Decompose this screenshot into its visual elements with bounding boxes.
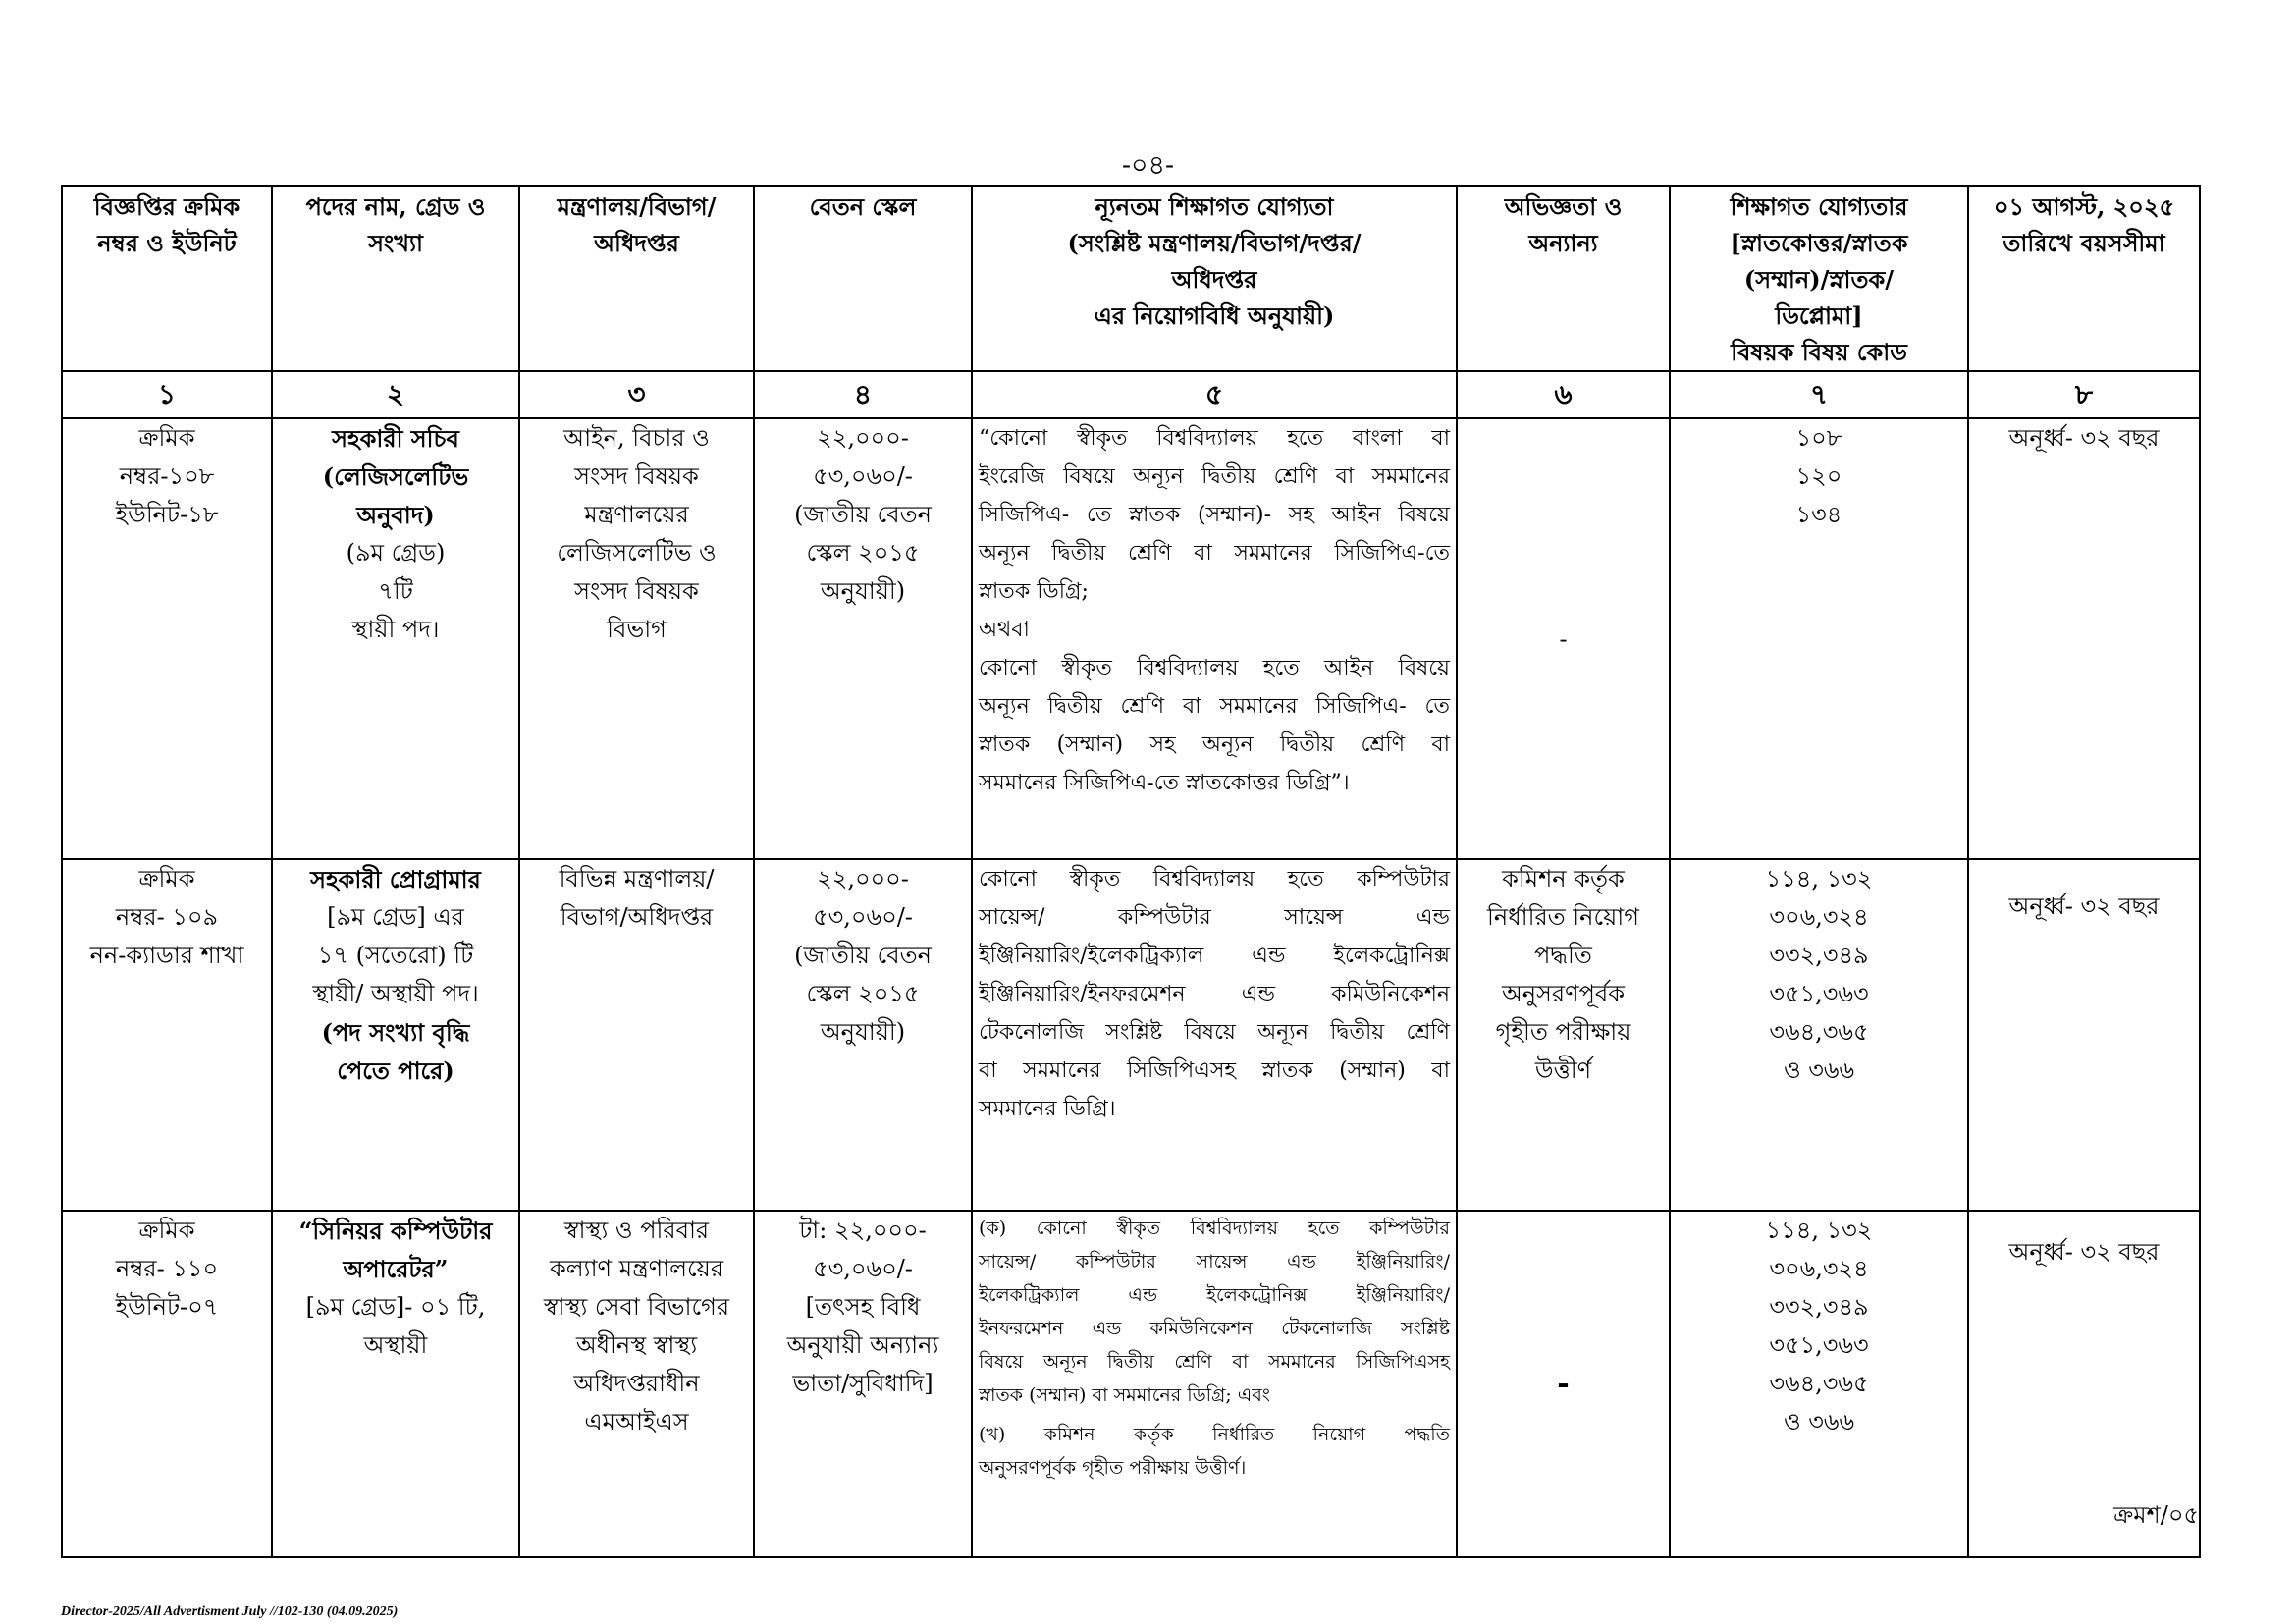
header-age-limit: ০১ আগস্ট, ২০২৫ তারিখে বয়সসীমা [1968,186,2200,371]
table-row [62,1211,2200,1557]
footer-reference: Director-2025/All Advertisment July //102-130 (04.09.2025) [61,1604,399,1619]
column-number: ৪ [754,371,972,418]
column-number: ৭ [1670,371,1968,418]
column-number: ৩ [519,371,754,418]
ministry-cell: আইন, বিচার ও সংসদ বিষয়ক মন্ত্রণালয়ের লেজিসলেটিভ ও সংসদ বিষয়ক বিভাগ [519,418,754,859]
header-post: পদের নাম, গ্রেড ও সংখ্যা [272,186,519,371]
post-cell: সহকারী প্রোগ্রামার [৯ম গ্রেড] এর ১৭ (সতেরো) টি স্থায়ী/ অস্থায়ী পদ। (পদ সংখ্যা বৃদ্ধি পেতে পারে) [272,859,519,1211]
header-subject-code: শিক্ষাগত যোগ্যতার [স্নাতকোত্তর/স্নাতক (সম্মান)/স্নাতক/ ডিপ্লোমা] বিষয়ক বিষয় কোড [1670,186,1968,371]
header-serial: বিজ্ঞপ্তির ক্রমিক নম্বর ও ইউনিট [62,186,272,371]
continued-label: ক্রমশ/০৫ [2113,1501,2199,1529]
pay-scale-cell: টা: ২২,০০০- ৫৩,০৬০/- [তৎসহ বিধি অনুযায়ী অন্যান্য ভাতা/সুবিধাদি] [754,1211,972,1557]
subject-code-cell: ১০৮ ১২০ ১৩৪ [1670,418,1968,859]
header-row [62,186,2200,371]
column-number-row [62,371,2200,418]
column-number: ১ [62,371,272,418]
age-limit-cell: অনূর্ধ্ব- ৩২ বছর [1968,418,2200,859]
serial-cell: ক্রমিক নম্বর- ১১০ ইউনিট-০৭ [62,1211,272,1557]
experience-cell: কমিশন কর্তৃক নির্ধারিত নিয়োগ পদ্ধতি অনুসরণপূর্বক গৃহীত পরীক্ষায় উত্তীর্ণ [1457,859,1670,1211]
experience-cell: - [1457,1211,1670,1557]
post-cell: সহকারী সচিব (লেজিসলেটিভ অনুবাদ) (৯ম গ্রেড) ৭টি স্থায়ী পদ। [272,418,519,859]
ministry-cell: স্বাস্থ্য ও পরিবার কল্যাণ মন্ত্রণালয়ের স্বাস্থ্য সেবা বিভাগের অধীনস্থ স্বাস্থ্য অধিদপ্তরাধীন এমআইএস [519,1211,754,1557]
page-number: -০৪- [1121,150,1175,181]
table-row [62,859,2200,1211]
ministry-cell: বিভিন্ন মন্ত্রণালয়/ বিভাগ/অধিদপ্তর [519,859,754,1211]
column-number: ৮ [1968,371,2200,418]
serial-cell: ক্রমিক নম্বর-১০৮ ইউনিট-১৮ [62,418,272,859]
serial-cell: ক্রমিক নম্বর- ১০৯ নন-ক্যাডার শাখা [62,859,272,1211]
qualification-cell: (ক) কোনো স্বীকৃত বিশ্ববিদ্যালয় হতে কম্পিউটার সায়েন্স/ কম্পিউটার সায়েন্স এন্ড ইঞ্জিনিয়ারিং/ ইলেকট্রিক্যাল এন্ড ইলেকট্রোনিক্স ইঞ্জিনিয়ারিং/ ইনফরমেশন এন্ড কমিউনিকেশন টেকনোলজি সংশ্লিষ্ট বিষয়ে অন্যূন দ্বিতীয় শ্রেণি বা সমমানের সিজিপিএসহ স্নাতক (সম্মান) বা সমমানের ডিগ্রি; এবং (খ) কমিশন কর্তৃক নির্ধারিত নিয়োগ পদ্ধতি অনুসরণপূর্বক গৃহীত পরীক্ষায় উত্তীর্ণ। [972,1211,1457,1557]
header-qualification: ন্যূনতম শিক্ষাগত যোগ্যতা (সংশ্লিষ্ট মন্ত্রণালয়/বিভাগ/দপ্তর/ অধিদপ্তর এর নিয়োগবিধি অনুযায়ী) [972,186,1457,371]
experience-cell: - [1457,418,1670,859]
column-number: ২ [272,371,519,418]
age-limit-cell: অনূর্ধ্ব- ৩২ বছর [1968,1211,2200,1557]
pay-scale-cell: ২২,০০০- ৫৩,০৬০/- (জাতীয় বেতন স্কেল ২০১৫ অনুযায়ী) [754,418,972,859]
header-pay-scale: বেতন স্কেল [754,186,972,371]
advertisement-table [61,185,2201,1558]
subject-code-cell: ১১৪, ১৩২ ৩০৬,৩২৪ ৩৩২,৩৪৯ ৩৫১,৩৬৩ ৩৬৪,৩৬৫ ও ৩৬৬ [1670,859,1968,1211]
table-row [62,418,2200,859]
post-cell: “সিনিয়র কম্পিউটার অপারেটর” [৯ম গ্রেড]- ০১ টি, অস্থায়ী [272,1211,519,1557]
age-limit-cell: অনূর্ধ্ব- ৩২ বছর [1968,859,2200,1211]
subject-code-cell: ১১৪, ১৩২ ৩০৬,৩২৪ ৩৩২,৩৪৯ ৩৫১,৩৬৩ ৩৬৪,৩৬৫ ও ৩৬৬ [1670,1211,1968,1557]
qualification-cell: “কোনো স্বীকৃত বিশ্ববিদ্যালয় হতে বাংলা বা ইংরেজি বিষয়ে অন্যূন দ্বিতীয় শ্রেণি বা সমমানের সিজিপিএ- তে স্নাতক (সম্মান)- সহ আইন বিষয়ে অন্যূন দ্বিতীয় শ্রেণি বা সমমানের সিজিপিএ-তে স্নাতক ডিগ্রি; অথবা কোনো স্বীকৃত বিশ্ববিদ্যালয় হতে আইন বিষয়ে অন্যূন দ্বিতীয় শ্রেণি বা সমমানের সিজিপিএ- তে স্নাতক (সম্মান) সহ অন্যূন দ্বিতীয় শ্রেণি বা সমমানের সিজিপিএ-তে স্নাতকোত্তর ডিগ্রি”। [972,418,1457,859]
column-number: ৬ [1457,371,1670,418]
pay-scale-cell: ২২,০০০- ৫৩,০৬০/- (জাতীয় বেতন স্কেল ২০১৫ অনুযায়ী) [754,859,972,1211]
header-ministry: মন্ত্রণালয়/বিভাগ/ অধিদপ্তর [519,186,754,371]
header-experience: অভিজ্ঞতা ও অন্যান্য [1457,186,1670,371]
column-number: ৫ [972,371,1457,418]
qualification-cell: কোনো স্বীকৃত বিশ্ববিদ্যালয় হতে কম্পিউটার সায়েন্স/ কম্পিউটার সায়েন্স এন্ড ইঞ্জিনিয়ারিং/ইলেকট্রিক্যাল এন্ড ইলেকট্রোনিক্স ইঞ্জিনিয়ারিং/ইনফরমেশন এন্ড কমিউনিকেশন টেকনোলজি সংশ্লিষ্ট বিষয়ে অন্যূন দ্বিতীয় শ্রেণি বা সমমানের সিজিপিএসহ স্নাতক (সম্মান) বা সমমানের ডিগ্রি। [972,859,1457,1211]
